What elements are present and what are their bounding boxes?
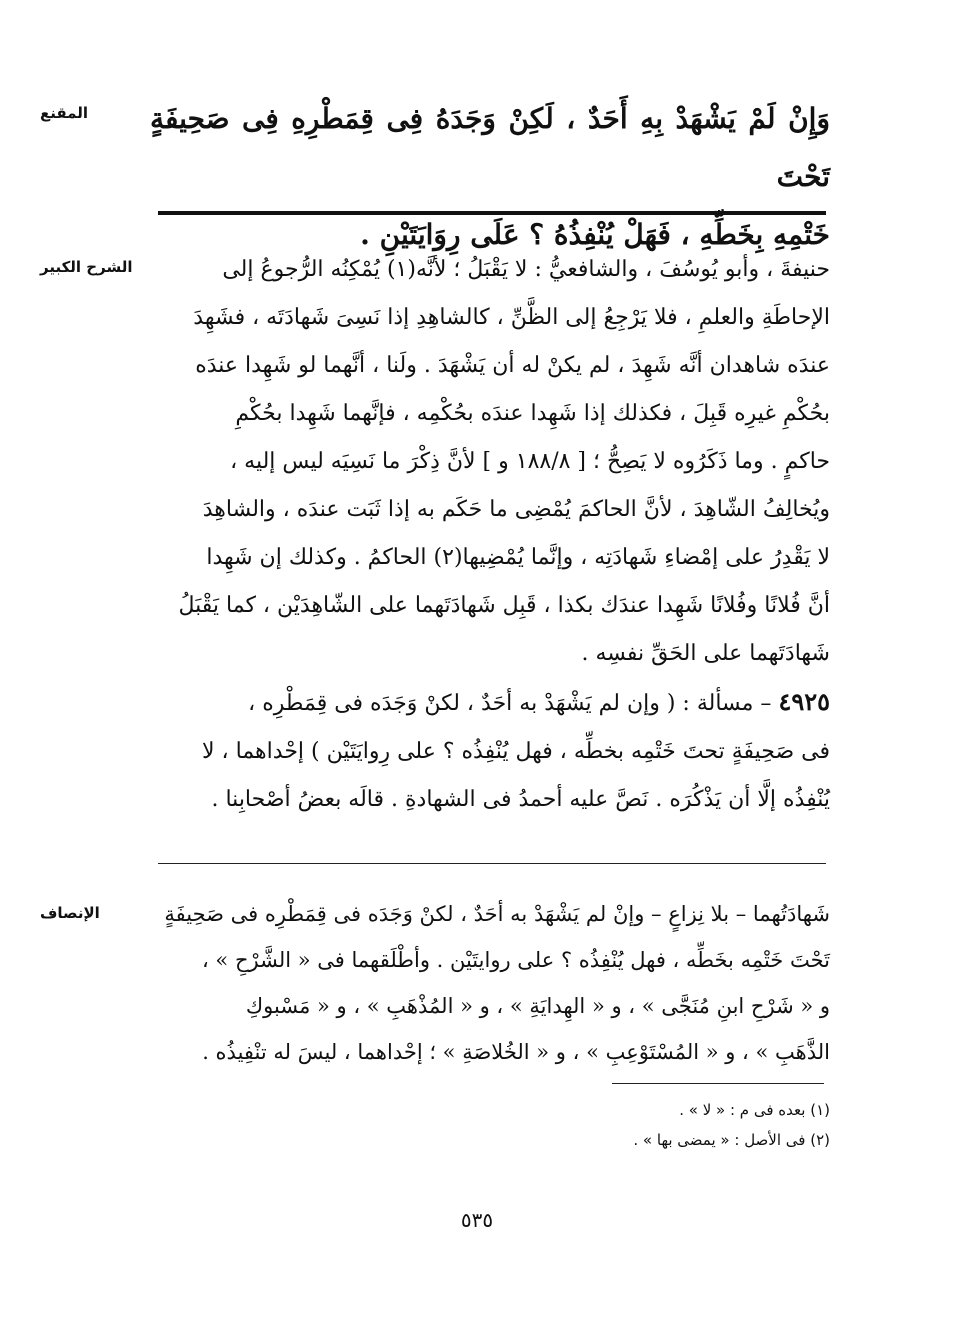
insaf-text: [150, 891, 830, 1075]
sharh-line: شَهادَتَهما على الحَقِّ نفسِه .: [581, 641, 830, 666]
footnotes: [300, 1095, 830, 1155]
sharh-text: [150, 246, 830, 824]
footnote: (١) بعده فى م : « لا » .: [679, 1101, 830, 1119]
masala-heading: – مسألة : ( وإن لم يَشْهَدْ به أحَدٌ ، لكنْ وَجَدَه فى قِمَطْرِه ،: [248, 691, 779, 716]
footnote: (٢) فى الأصل : « يمضى بها » .: [633, 1131, 830, 1149]
footnote-divider: [612, 1083, 824, 1084]
sharh-line: حنيفةَ ، وأبو يُوسُفَ ، والشافعيُّ : لا يَقْبَلُ ؛ لأنَّه(١) يُمْكِنُه الرُّجوعُ إلى: [222, 257, 830, 282]
muqni-label: المقنع: [40, 104, 88, 122]
section-divider-thin: [158, 863, 826, 864]
sharh-line: الإحاطَةِ والعلمِ ، فلا يَرْجِعُ إلى الظَّنِّ ، كالشاهِدِ إذا نَسِىَ شَهادَتَه ، فشَهِدَ: [193, 305, 830, 330]
sharh-line: لا يَقْدِرُ على إمْضاءِ شَهادَتِه ، وإنَّما يُمْضِيها(٢) الحاكمُ . وكذلك إن شَهِدا: [206, 545, 830, 570]
masala-line: يُنْفِذُه إلَّا أن يَذْكُرَه . نَصَّ عليه أحمدُ فى الشهادةِ . قالَه بعضُ أصْحابِنا .: [211, 787, 830, 812]
sharh-label: الشرح الكبير: [40, 258, 133, 276]
sharh-line: ويُخالِفُ الشّاهِدَ ، لأنَّ الحاكمَ يُمْضِى ما حَكَم به إذا ثَبَت عندَه ، والشاهِدَ: [202, 497, 830, 522]
muqni-text: [150, 90, 830, 264]
masala-number: ٤٩٢٥: [778, 687, 830, 716]
muqni-line: وَإِنْ لَمْ يَشْهَدْ بِهِ أَحَدٌ ، لَكِنْ وَجَدَهُ فِى قِمَطْرِهِ فِى صَحِيفَةٍ تَحْتَ: [150, 102, 830, 193]
muqni-line: خَتْمِهِ بِخَطِّهِ ، فَهَلْ يُنْفِذُهُ ؟ عَلَى رِوَايَتَيْنِ .: [360, 218, 830, 251]
insaf-line: شَهادَتُهما – بلا نِزاعٍ – وإنْ لم يَشْهَدْ به أحَدٌ ، لكنْ وَجَدَه فى قِمَطْرِه فى صَحِيفَةٍ: [164, 902, 830, 926]
insaf-line: الذَّهَبِ » ، و « المُسْتَوْعِبِ » ، و « الخُلاصَةِ » ؛ إحْداهما ، ليسَ له تنْفِيذُه .: [202, 1040, 830, 1064]
sharh-line: عندَه شاهدان أنَّه شَهِدَ ، لم يكنْ له أن يَشْهَدَ . ولَنا ، أنَّهما لو شَهِدا عندَه: [195, 353, 830, 378]
insaf-line: و « شَرْحِ ابنِ مُنَجَّى » ، و « الهِدايَةِ » ، و « المُذْهَبِ » ، و « مَسْبوكِ: [245, 994, 830, 1018]
section-divider-thick: [158, 211, 826, 215]
insaf-label: الإنصاف: [40, 904, 100, 922]
sharh-line: حاكمٍ . وما ذَكَرُوه لا يَصِحُّ ؛ [ ١٨٨/٨ و ] لأنَّ ذِكْرَ ما نَسِيَه ليس إليه ،: [230, 449, 830, 474]
insaf-line: تَحْتَ خَتْمِه بخَطِّه ، فهل يُنْفِذُه ؟ على روايتَيْن . وأطْلَقهما فى « الشَّرْحِ » ،: [201, 948, 830, 972]
sharh-line: أنَّ فُلانًا وفُلانًا شَهِدا عندَك بكذا ، قَبِل شَهادَتَهما على الشّاهِدَيْن ، كما يَقْبَلُ: [178, 593, 830, 618]
sharh-line: بحُكْمِ غيرِه قَبِلَ ، فكذلك إذا شَهِدا عندَه بحُكْمِه ، فإنَّهما شَهِدا بحُكْمِ: [235, 401, 830, 426]
masala-line: فى صَحِيفَةٍ تحتَ خَتْمِه بخطِّه ، فهل يُنْفِذُه ؟ على رِوايَتَيْن ) إحْداهما ، لا: [202, 739, 830, 764]
masala-line: [150, 678, 830, 728]
page-number: ٥٣٥: [460, 1208, 494, 1232]
